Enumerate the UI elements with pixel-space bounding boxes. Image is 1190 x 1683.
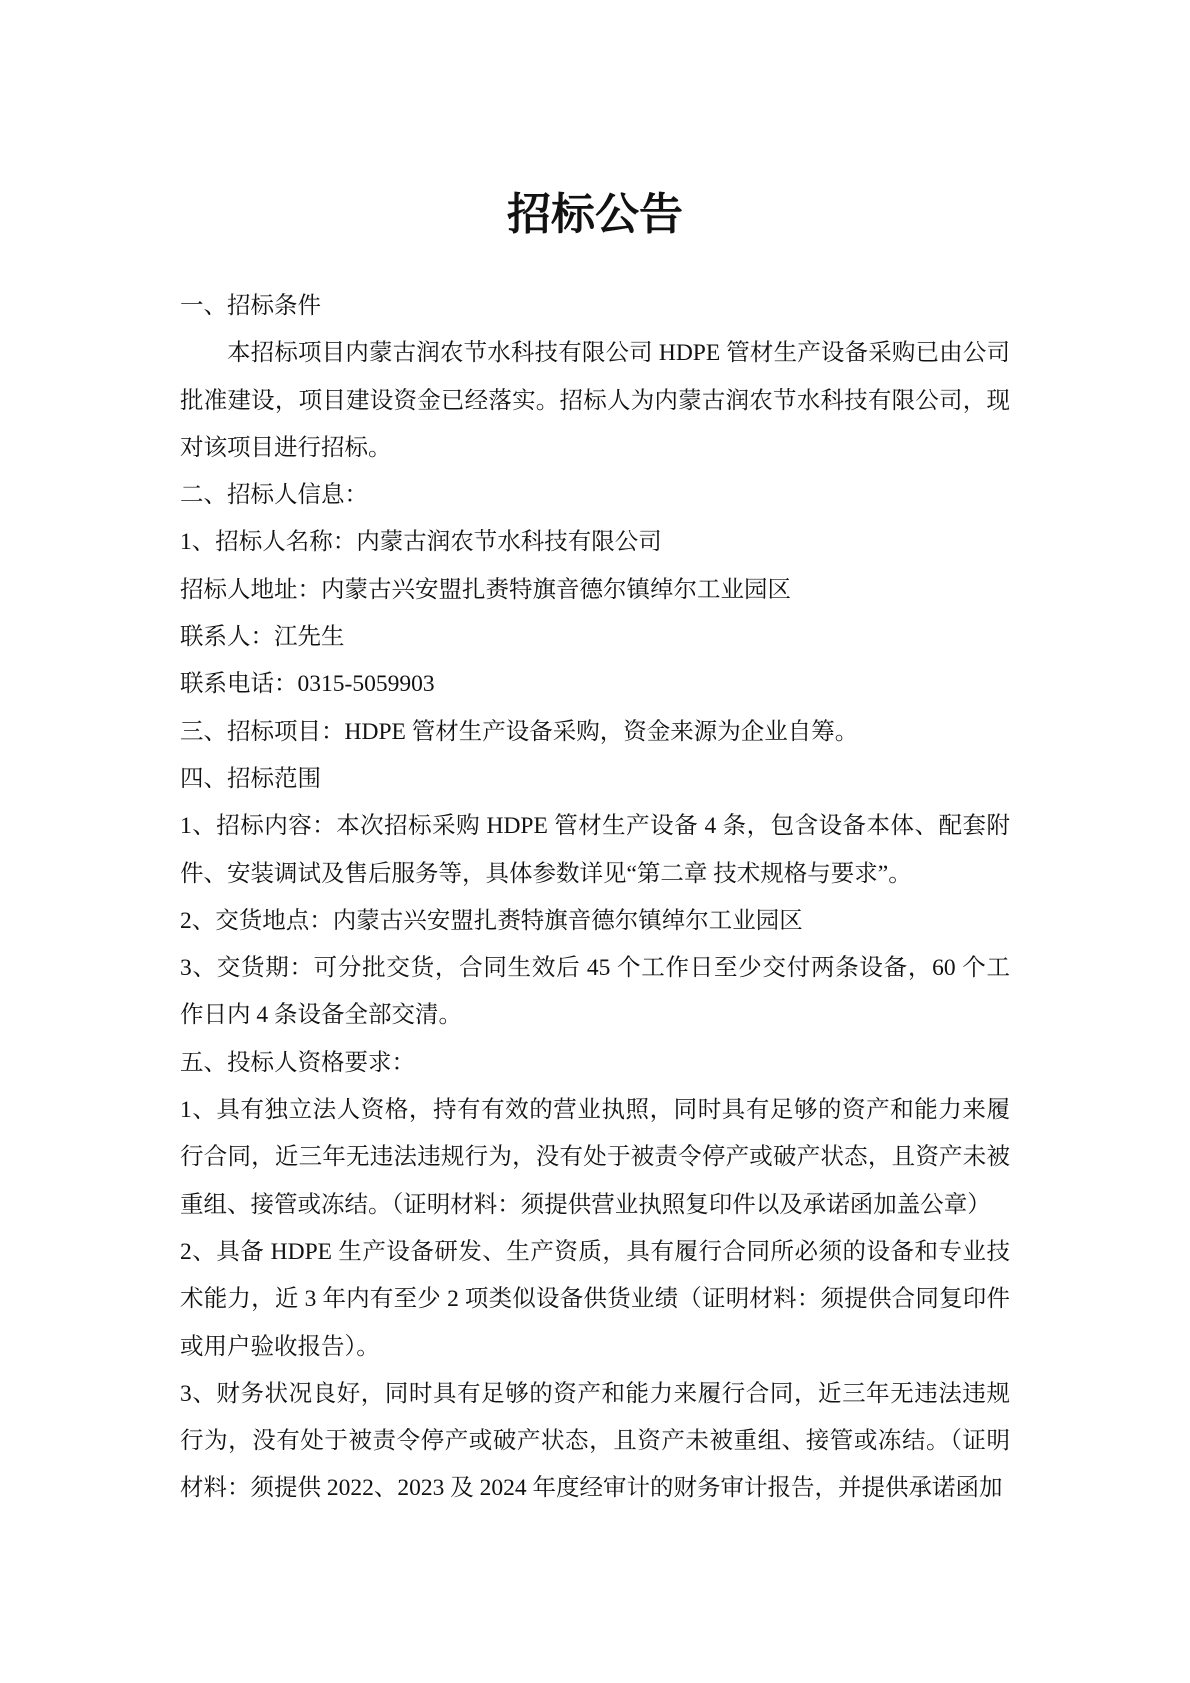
text-line: 重组、接管或冻结。（证明材料：须提供营业执照复印件以及承诺函加盖公章） (180, 1191, 991, 1218)
text-line: 1、招标内容：本次招标采购 HDPE 管材生产设备 4 条，包含设备本体、配套附 (180, 813, 1010, 840)
text-line: 行合同，近三年无违法违规行为，没有处于被责令停产或破产状态，且资产未被 (180, 1144, 1010, 1171)
text-line-contact-person: 联系人：江先生 (180, 624, 345, 651)
text-line: 对该项目进行招标。 (180, 434, 392, 461)
document-body (180, 283, 1010, 1513)
text-line-section-1: 一、招标条件 (180, 293, 321, 319)
text-line-section-3: 三、招标项目：HDPE 管材生产设备采购，资金来源为企业自筹。 (180, 718, 859, 745)
text-line-contact-phone: 联系电话：0315-5059903 (180, 671, 435, 698)
text-line-delivery-period: 3、交货期：可分批交货，合同生效后 45 个工作日至少交付两条设备，60 个工 (180, 955, 1010, 982)
text-line: 材料：须提供 2022、2023 及 2024 年度经审计的财务审计报告，并提供承诺函加 (180, 1475, 1003, 1502)
text-line-bidder-address: 招标人地址：内蒙古兴安盟扎赉特旗音德尔镇绰尔工业园区 (180, 576, 791, 603)
text-line-bidder-name: 1、招标人名称：内蒙古润农节水科技有限公司 (180, 529, 662, 556)
text-line: 作日内 4 条设备全部交清。 (180, 1002, 462, 1029)
text-line: 件、安装调试及售后服务等，具体参数详见“第二章 技术规格与要求”。 (180, 860, 912, 887)
text-line: 2、具备 HDPE 生产设备研发、生产资质，具有履行合同所必须的设备和专业技 (180, 1238, 1010, 1265)
text-line: 行为，没有处于被责令停产或破产状态，且资产未被重组、接管或冻结。（证明 (180, 1428, 1010, 1455)
text-line-section-5: 五、投标人资格要求： (180, 1049, 415, 1076)
text-line-delivery-place: 2、交货地点：内蒙古兴安盟扎赉特旗音德尔镇绰尔工业园区 (180, 907, 803, 934)
text-line: 术能力，近 3 年内有至少 2 项类似设备供货业绩（证明材料：须提供合同复印件 (180, 1286, 1010, 1313)
text-line: 本招标项目内蒙古润农节水科技有限公司 HDPE 管材生产设备采购已由公司 (227, 340, 1010, 367)
text-line: 或用户验收报告）。 (180, 1333, 380, 1360)
text-line: 1、具有独立法人资格，持有有效的营业执照，同时具有足够的资产和能力来履 (180, 1097, 1010, 1124)
text-line: 批准建设，项目建设资金已经落实。招标人为内蒙古润农节水科技有限公司，现 (180, 387, 1010, 414)
text-line: 3、财务状况良好，同时具有足够的资产和能力来履行合同，近三年无违法违规 (180, 1380, 1010, 1407)
text-line-section-4: 四、招标范围 (180, 765, 321, 792)
page-title: 招标公告 (507, 190, 683, 239)
text-line-section-2: 二、招标人信息： (180, 482, 368, 509)
